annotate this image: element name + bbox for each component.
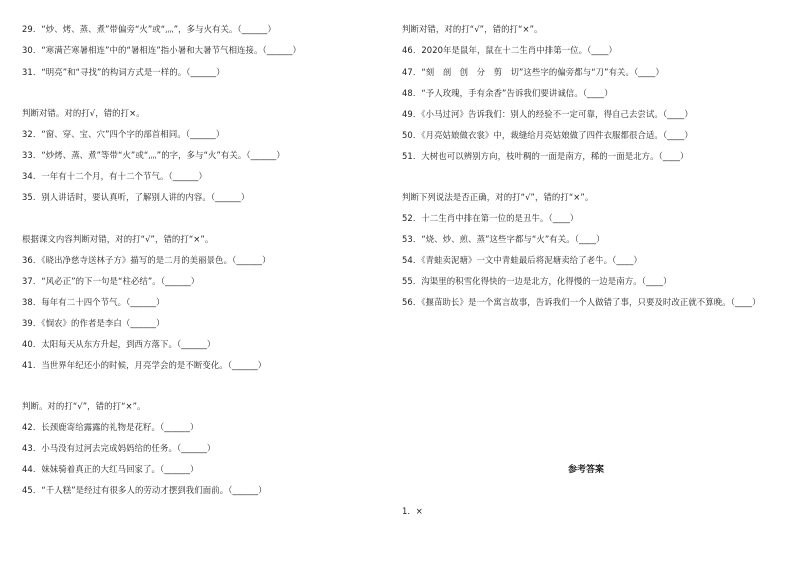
question-item: 34．一年有十二个月，有十二个节气。（______）	[22, 171, 207, 181]
question-item: 45．“千人糕”是经过有很多人的劳动才摆到我们面前。（______）	[22, 485, 267, 495]
question-item: 37．“风必正”的下一句是“柱必结”。（______）	[22, 276, 200, 286]
section-instruction: 判断对错。对的打√，错的打×。	[22, 108, 145, 118]
question-item: 44．妹妹骑着真正的大红马回家了。（______）	[22, 464, 199, 474]
question-item: 35．别人讲话时，要认真听，了解别人讲的内容。（______）	[22, 192, 250, 202]
answer-key-title: 参考答案	[568, 465, 605, 475]
question-item: 55．沟渠里的积雪化得快的一边是北方，化得慢的一边是南方。（____）	[402, 276, 672, 286]
section-instruction: 判断。对的打“√”，错的打“×”。	[22, 401, 146, 411]
question-item: 47．“刻 剖 创 分 剪 切”这些字的偏旁都与“刀”有关。（____）	[402, 67, 664, 77]
question-item: 38．每年有二十四个节气。（______）	[22, 297, 165, 307]
section-instruction: 根据课文内容判断对错，对的打“√”，错的打“×”。	[22, 234, 214, 244]
question-item: 53．“烧、炒、煎、蒸”这些字都与“火”有关。（____）	[402, 234, 605, 244]
question-item: 36．《晓出净慈寺送林子方》描写的是二月的美丽景色。（______）	[22, 255, 271, 265]
section-instruction: 判断对错，对的打“√”，错的打“×”。	[402, 24, 543, 34]
question-item: 30．“寒满芒寒暑相连”中的“暑相连”指小暑和大暑节气相连接。（______）	[22, 45, 301, 55]
question-item: 52．十二生肖中排在第一位的是丑牛。（____）	[402, 213, 579, 223]
question-item: 43．小马没有过河去完成妈妈给的任务。（______）	[22, 443, 216, 453]
question-item: 42．长颈鹿寄给露露的礼物是花籽。（______）	[22, 422, 199, 432]
question-item: 49．《小马过河》告诉我们：别人的经验不一定可靠，得自己去尝试。（____）	[402, 109, 693, 119]
question-item: 46．2020年是鼠年，鼠在十二生肖中排第一位。（____）	[402, 45, 618, 55]
question-item: 40．太阳每天从东方升起，到西方落下。（______）	[22, 339, 216, 349]
question-item: 56．《揠苗助长》是一个寓言故事，告诉我们一个人做错了事，只要及时改正就不算晚。（____）	[402, 297, 761, 307]
question-item: 54．《青蛙卖泥塘》一文中青蛙最后将泥塘卖给了老牛。（____）	[402, 255, 642, 265]
answer-item: 1．×	[402, 506, 423, 516]
question-item: 41．当世界年纪还小的时候，月亮学会的是不断变化。（______）	[22, 360, 267, 370]
question-item: 31．“明亮”和“寻找”的构词方式是一样的。（______）	[22, 67, 225, 77]
question-item: 51．大树也可以辨别方向，枝叶稠的一面是南方，稀的一面是北方。（____）	[402, 151, 689, 161]
question-item: 50．《月亮姑娘做衣裳》中，裁缝给月亮姑娘做了四件衣服都很合适。（____）	[402, 130, 693, 140]
question-item: 32．“窗、穿、宝、穴”四个字的部首相同。（______）	[22, 129, 225, 139]
question-item: 48．“予人玫瑰，手有余香”告诉我们要讲诚信。（____）	[402, 88, 613, 98]
question-item: 39．《悯农》的作者是李白（______）	[22, 318, 165, 328]
section-instruction: 判断下列说法是否正确，对的打“√”，错的打“×”。	[402, 192, 594, 202]
question-item: 29．“炒、烤、蒸、煮”带偏旁“火”或“灬”，多与火有关。（______）	[22, 24, 276, 34]
question-item: 33．“炒烤、蒸、煮”等带“火”或“灬”的字，多与“火”有关。（______）	[22, 150, 285, 160]
